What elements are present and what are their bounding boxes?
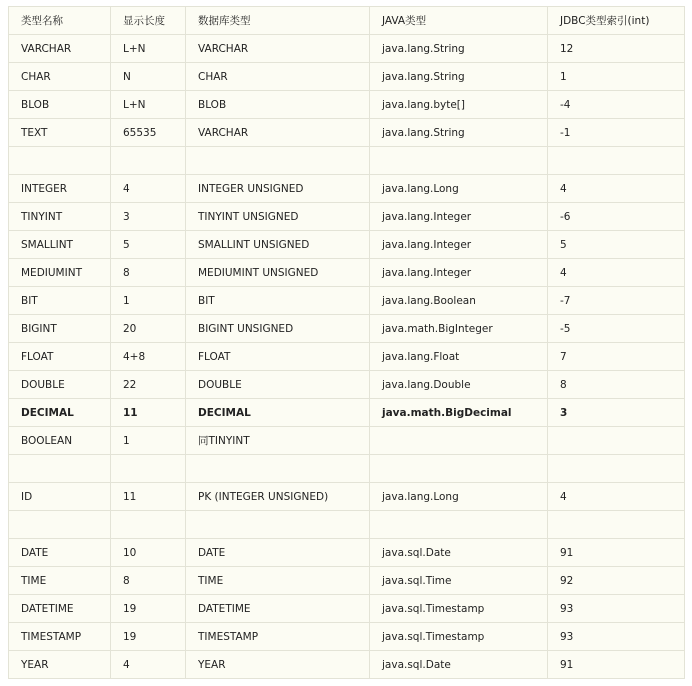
database-type-cell: DATE	[186, 539, 370, 567]
type-name-cell: TIME	[9, 567, 111, 595]
java-type-cell: java.sql.Date	[370, 539, 548, 567]
database-type-cell	[186, 455, 370, 483]
jdbc-index-cell: 93	[548, 595, 685, 623]
table-header-row	[9, 7, 685, 35]
display-length-cell	[111, 147, 186, 175]
java-type-cell: java.lang.String	[370, 35, 548, 63]
display-length-cell: 5	[111, 231, 186, 259]
display-length-cell: 10	[111, 539, 186, 567]
display-length-cell: 22	[111, 371, 186, 399]
type-mapping-table	[8, 6, 685, 679]
table-row	[9, 623, 685, 651]
java-type-cell: java.lang.Integer	[370, 231, 548, 259]
java-type-cell: java.sql.Timestamp	[370, 623, 548, 651]
table-row	[9, 259, 685, 287]
header-java-type: JAVA类型	[370, 7, 548, 35]
header-display-length: 显示长度	[111, 7, 186, 35]
type-name-cell: YEAR	[9, 651, 111, 679]
jdbc-index-cell: 92	[548, 567, 685, 595]
table-row	[9, 147, 685, 175]
header-jdbc-type-index: JDBC类型索引(int)	[548, 7, 685, 35]
type-name-cell: BIGINT	[9, 315, 111, 343]
type-name-cell	[9, 147, 111, 175]
jdbc-index-cell	[548, 147, 685, 175]
type-name-cell: TIMESTAMP	[9, 623, 111, 651]
display-length-cell	[111, 455, 186, 483]
table-row	[9, 483, 685, 511]
display-length-cell	[111, 511, 186, 539]
display-length-cell: 3	[111, 203, 186, 231]
table-body	[9, 35, 685, 679]
database-type-cell	[186, 147, 370, 175]
type-name-cell: CHAR	[9, 63, 111, 91]
database-type-cell: TINYINT UNSIGNED	[186, 203, 370, 231]
table-row	[9, 91, 685, 119]
java-type-cell	[370, 147, 548, 175]
display-length-cell: 8	[111, 259, 186, 287]
table-row	[9, 511, 685, 539]
database-type-cell: SMALLINT UNSIGNED	[186, 231, 370, 259]
display-length-cell: N	[111, 63, 186, 91]
database-type-cell: BIT	[186, 287, 370, 315]
jdbc-index-cell: -6	[548, 203, 685, 231]
database-type-cell: VARCHAR	[186, 35, 370, 63]
table-row	[9, 651, 685, 679]
type-name-cell: BLOB	[9, 91, 111, 119]
display-length-cell: 8	[111, 567, 186, 595]
database-type-cell: FLOAT	[186, 343, 370, 371]
database-type-cell: PK (INTEGER UNSIGNED)	[186, 483, 370, 511]
type-name-cell: MEDIUMINT	[9, 259, 111, 287]
display-length-cell: 1	[111, 287, 186, 315]
table-row	[9, 595, 685, 623]
jdbc-index-cell: 12	[548, 35, 685, 63]
table-row	[9, 399, 685, 427]
display-length-cell: 20	[111, 315, 186, 343]
type-name-cell: DATE	[9, 539, 111, 567]
jdbc-index-cell: 1	[548, 63, 685, 91]
database-type-cell: TIMESTAMP	[186, 623, 370, 651]
java-type-cell	[370, 455, 548, 483]
type-name-cell: DATETIME	[9, 595, 111, 623]
type-name-cell: BOOLEAN	[9, 427, 111, 455]
jdbc-index-cell	[548, 427, 685, 455]
database-type-cell: TIME	[186, 567, 370, 595]
display-length-cell: L+N	[111, 35, 186, 63]
display-length-cell: 1	[111, 427, 186, 455]
type-name-cell: TEXT	[9, 119, 111, 147]
java-type-cell: java.lang.Boolean	[370, 287, 548, 315]
table-row	[9, 203, 685, 231]
type-name-cell: ID	[9, 483, 111, 511]
table-row	[9, 567, 685, 595]
database-type-cell: CHAR	[186, 63, 370, 91]
database-type-cell	[186, 511, 370, 539]
display-length-cell: 19	[111, 623, 186, 651]
java-type-cell: java.sql.Date	[370, 651, 548, 679]
jdbc-index-cell: 4	[548, 483, 685, 511]
display-length-cell: 11	[111, 483, 186, 511]
java-type-cell: java.lang.Double	[370, 371, 548, 399]
jdbc-index-cell: 4	[548, 259, 685, 287]
database-type-cell: BIGINT UNSIGNED	[186, 315, 370, 343]
java-type-cell: java.math.BigInteger	[370, 315, 548, 343]
display-length-cell: 11	[111, 399, 186, 427]
display-length-cell: 65535	[111, 119, 186, 147]
database-type-cell: MEDIUMINT UNSIGNED	[186, 259, 370, 287]
type-name-cell	[9, 455, 111, 483]
jdbc-index-cell: -7	[548, 287, 685, 315]
type-name-cell	[9, 511, 111, 539]
table-row	[9, 315, 685, 343]
java-type-cell: java.lang.Long	[370, 483, 548, 511]
jdbc-index-cell	[548, 511, 685, 539]
table-row	[9, 539, 685, 567]
java-type-cell: java.lang.Float	[370, 343, 548, 371]
database-type-cell: DATETIME	[186, 595, 370, 623]
display-length-cell: 4	[111, 651, 186, 679]
jdbc-index-cell: 91	[548, 651, 685, 679]
display-length-cell: 4	[111, 175, 186, 203]
java-type-cell: java.math.BigDecimal	[370, 399, 548, 427]
type-name-cell: DECIMAL	[9, 399, 111, 427]
header-database-type: 数据库类型	[186, 7, 370, 35]
jdbc-index-cell: 7	[548, 343, 685, 371]
jdbc-index-cell: 4	[548, 175, 685, 203]
header-type-name: 类型名称	[9, 7, 111, 35]
type-name-cell: TINYINT	[9, 203, 111, 231]
java-type-cell: java.sql.Timestamp	[370, 595, 548, 623]
java-type-cell: java.lang.byte[]	[370, 91, 548, 119]
jdbc-index-cell: -4	[548, 91, 685, 119]
type-name-cell: FLOAT	[9, 343, 111, 371]
database-type-cell: VARCHAR	[186, 119, 370, 147]
jdbc-index-cell	[548, 455, 685, 483]
type-mapping-table-container	[8, 6, 685, 679]
table-row	[9, 119, 685, 147]
jdbc-index-cell: -1	[548, 119, 685, 147]
jdbc-index-cell: 3	[548, 399, 685, 427]
database-type-cell: YEAR	[186, 651, 370, 679]
table-row	[9, 63, 685, 91]
java-type-cell: java.lang.Long	[370, 175, 548, 203]
java-type-cell	[370, 427, 548, 455]
jdbc-index-cell: -5	[548, 315, 685, 343]
type-name-cell: VARCHAR	[9, 35, 111, 63]
table-row	[9, 455, 685, 483]
jdbc-index-cell: 8	[548, 371, 685, 399]
display-length-cell: 19	[111, 595, 186, 623]
database-type-cell: DOUBLE	[186, 371, 370, 399]
jdbc-index-cell: 5	[548, 231, 685, 259]
java-type-cell: java.sql.Time	[370, 567, 548, 595]
database-type-cell: 同TINYINT	[186, 427, 370, 455]
jdbc-index-cell: 93	[548, 623, 685, 651]
display-length-cell: L+N	[111, 91, 186, 119]
type-name-cell: INTEGER	[9, 175, 111, 203]
java-type-cell: java.lang.Integer	[370, 203, 548, 231]
java-type-cell: java.lang.String	[370, 119, 548, 147]
java-type-cell	[370, 511, 548, 539]
type-name-cell: BIT	[9, 287, 111, 315]
table-row	[9, 287, 685, 315]
database-type-cell: BLOB	[186, 91, 370, 119]
table-row	[9, 343, 685, 371]
type-name-cell: SMALLINT	[9, 231, 111, 259]
table-row	[9, 427, 685, 455]
display-length-cell: 4+8	[111, 343, 186, 371]
table-row	[9, 175, 685, 203]
java-type-cell: java.lang.String	[370, 63, 548, 91]
table-row	[9, 371, 685, 399]
table-row	[9, 231, 685, 259]
jdbc-index-cell: 91	[548, 539, 685, 567]
database-type-cell: INTEGER UNSIGNED	[186, 175, 370, 203]
java-type-cell: java.lang.Integer	[370, 259, 548, 287]
type-name-cell: DOUBLE	[9, 371, 111, 399]
table-row	[9, 35, 685, 63]
database-type-cell: DECIMAL	[186, 399, 370, 427]
